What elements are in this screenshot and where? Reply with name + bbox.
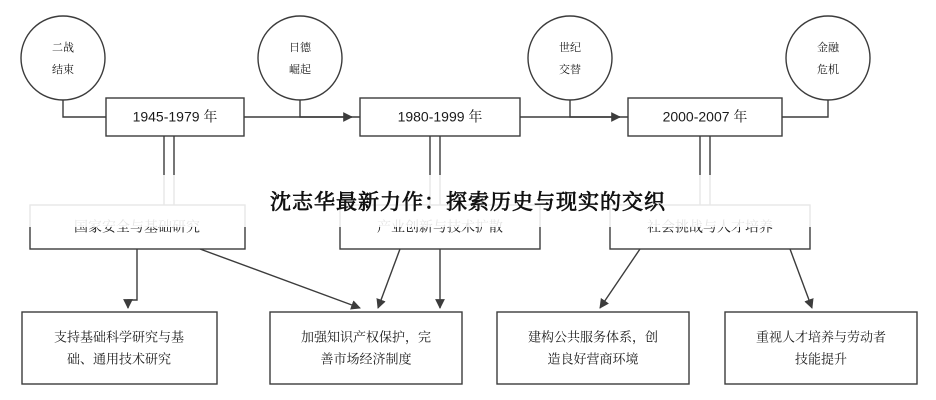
circle-node-c4-label2: 危机 <box>817 63 839 76</box>
outcome-node-o2-label2: 善市场经济制度 <box>320 351 412 367</box>
circle-node-c1 <box>21 16 105 100</box>
era-node-e1-label: 1945-1979 年 <box>132 108 218 125</box>
circle-node-group <box>21 16 870 100</box>
circle-node-c4-label: 金融 <box>817 41 839 54</box>
connector-c1-e1 <box>63 100 106 117</box>
outcome-node-o3-label2: 造良好营商环境 <box>547 351 639 367</box>
circle-node-c2-label: 日德 <box>289 41 311 54</box>
overlay-banner <box>0 175 936 227</box>
outcome-node-o1-label: 支持基础科学研究与基 <box>53 329 185 345</box>
outcome-node-o1-label2: 础、通用技术研究 <box>66 351 172 367</box>
circle-node-c3-label2: 交替 <box>559 63 581 76</box>
outcome-node-o4 <box>725 312 917 384</box>
connector-t1-o2 <box>200 249 360 308</box>
connector-c2-e2 <box>300 100 360 117</box>
era-node-group <box>106 98 782 136</box>
theme-outcome-connectors <box>128 249 812 308</box>
connector-c4-e3 <box>782 100 828 117</box>
connector-c3-e3 <box>570 100 628 117</box>
circle-node-c4 <box>786 16 870 100</box>
outcome-node-o2 <box>270 312 462 384</box>
era-node-e3-label: 2000-2007 年 <box>662 108 748 125</box>
banner-title: 沈志华最新力作：探索历史与现实的交织 <box>270 191 666 214</box>
outcome-node-o4-label2: 技能提升 <box>794 351 848 367</box>
outcome-node-o4-label: 重视人才培养与劳动者 <box>755 329 887 345</box>
outcome-node-o3 <box>497 312 689 384</box>
circle-node-c3 <box>528 16 612 100</box>
connector-t2-o2 <box>378 249 400 308</box>
circle-node-c1-label2: 结束 <box>52 63 74 76</box>
connector-t3-o3 <box>600 249 640 308</box>
circle-node-c3-label: 世纪 <box>559 41 581 54</box>
connector-t3-o4 <box>790 249 812 308</box>
circle-node-c2 <box>258 16 342 100</box>
circle-node-c1-label: 二战 <box>52 41 74 54</box>
outcome-node-o3-label: 建构公共服务体系，创 <box>527 329 659 345</box>
era-node-e2-label: 1980-1999 年 <box>397 108 483 125</box>
outcome-node-group <box>22 312 917 384</box>
circle-node-c2-label2: 崛起 <box>289 63 311 76</box>
connector-t1-o1 <box>128 249 137 308</box>
outcome-node-o1 <box>22 312 217 384</box>
outcome-node-o2-label: 加强知识产权保护，完 <box>300 329 432 345</box>
